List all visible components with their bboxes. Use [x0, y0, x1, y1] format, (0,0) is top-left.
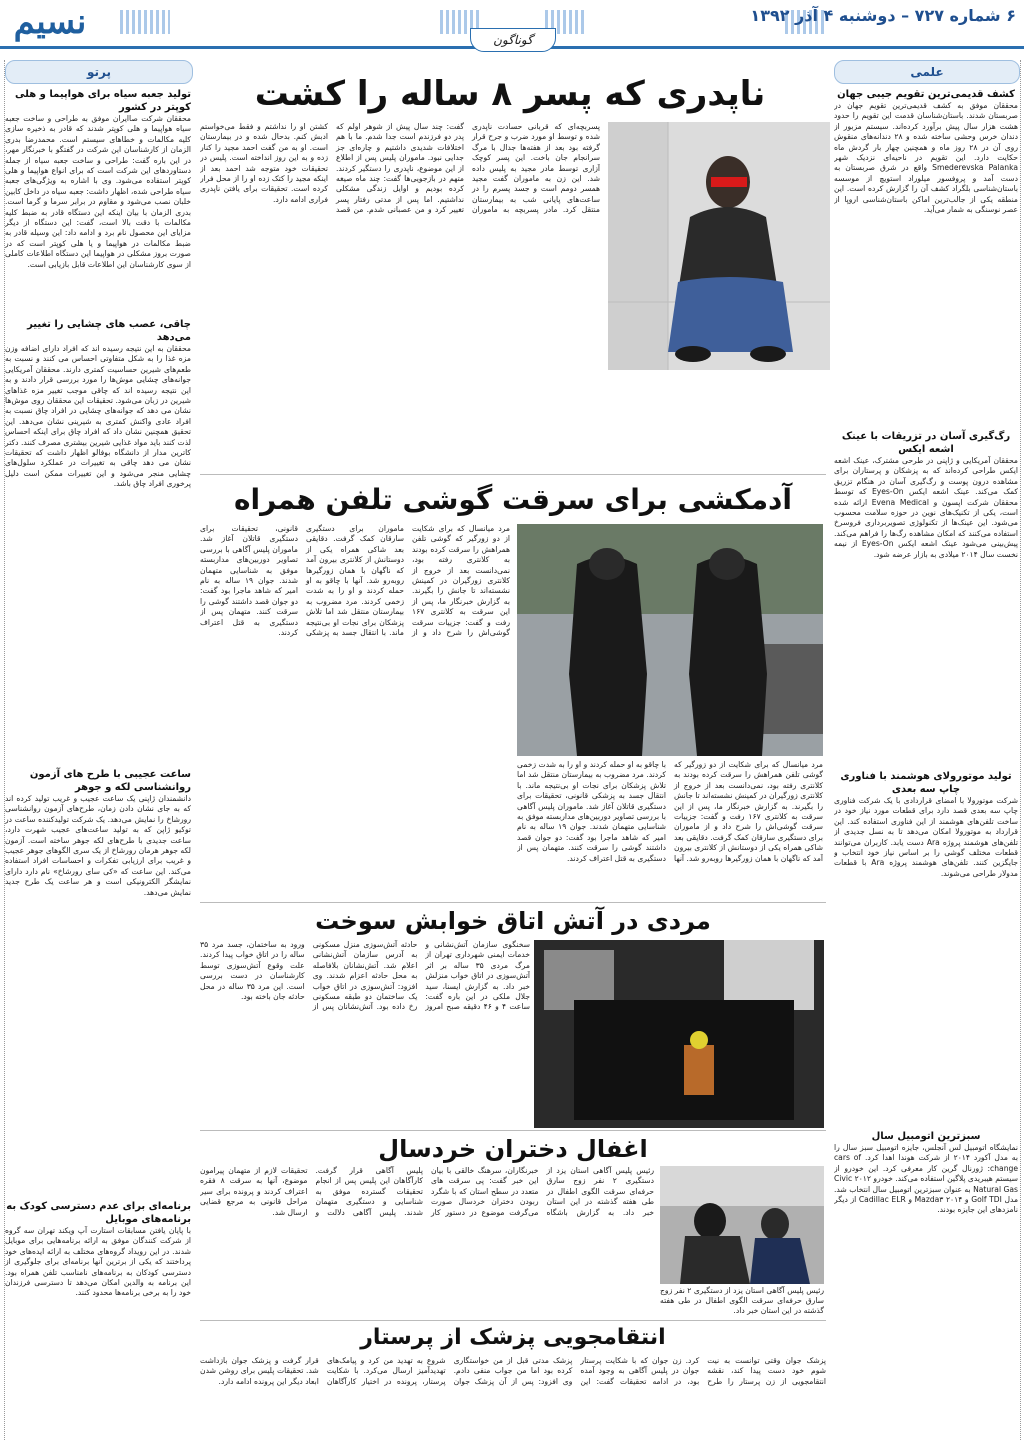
right-article-4: [834, 1130, 1018, 1433]
right-article-body: نمایشگاه اتومبیل لس آنجلس، جایزه اتومبیل سبز سال را به مدل آکورد ۲۰۱۴ از شرکت هوندا اهدا کرد. cars of change: ژورنال گرین کار معرفی کرد. این خودرو از سیستم هیبریدی پلاگین استفاده می‌کند. خودرو Civic ۲۰۱۲ Natural Gas به عنوان سبزترین اتومبیل سال انتخاب شد. مدل Golf TDI و Mazda۳ ۲۰۱۴ و Cadillac ELR از دیگر نامزدهای این جایزه بودند.: [834, 1143, 1018, 1215]
headline-article-2: آدمکشی برای سرقت گوشی تلفن همراه: [234, 483, 792, 516]
newspaper-logo: [4, 2, 96, 42]
left-article-body: با پایان یافتن مسابقات استارت آپ ویکند تهران سه گروه از شرکت کنندگان موفق به ارائه برنامه‌هایی برای موبایل شدند. در این رویداد گروه‌های مختلف به ارائه ایده‌های خود پرداختند که یکی از برترین آنها برنامه‌ای برای جلوگیری از دسترسی کودکان به برنامه‌های نامناسب تلفن همراه بود. این برنامه به والدین امکان می‌دهد تا دسترسی فرزندان خود را به برخی برنامه‌ها محدود کنند.: [5, 1226, 191, 1298]
headline-article-1: ناپدری که پسر ۸ ساله را کشت: [254, 74, 766, 114]
left-article-3: [5, 768, 191, 1194]
left-article-body: محققان به این نتیجه رسیده اند که افراد دارای اضافه وزن مزه غذا را به شکل متفاوتی احساس می کنند و نسبت به طعم‌های شیرین حساسیت کمتری دارند. محققان آمریکایی جوانه‌های چشایی موش‌ها را مورد بررسی قرار دادند و به این نتیجه رسیده اند که چاقی موجب تغییر مزه غذاهای شیرین در زبان می‌شود. تحقیقات این محققان روی موش‌ها نشان می دهد که جوانه‌های چشایی در افراد چاق نسبت به افراد عادی واکنش کمتری به شیرینی نشان می‌دهد. این تحقیق همچنین نشان داد که افراد چاق برای اینکه احساس لذت کنند باید مواد غذایی شیرین بیشتری مصرف کنند. دکتر کاترین مدار از دانشگاه بوفالو اظهار داشت که تحقیقات نشان می دهد چاقی به تغییرات در عملکرد سلول‌های چشایی منجر می‌شود و این تغییرات ممکن است دلیل پرخوری افراد چاق باشد.: [5, 344, 191, 489]
right-article-3: [834, 770, 1018, 1126]
article-2-body-b: مرد میانسال که برای شکایت از دو زورگیر که گوشی تلفن همراهش را سرقت کرده بودند به کلانتری رفته بود، نمی‌دانست بعد از خروج از کلانتری زورگیران در کمینش نشسته‌اند تا جانش را بگیرند. به گزارش خبرنگار ما، پس از این سرقت به کلانتری ۱۶۷ رفت و گفت: جزییات سرقت گوشی‌اش را شرح داد و از ماموران برای دستگیری سارقان کمک گرفت. دقایقی بعد شاکی همراه یکی از دوستانش از کلانتری بیرون آمد که ناگهان با همان زورگیرها رو‌به‌رو شد. آنها با چاقو به او حمله کردند و او را به شدت زخمی کردند. مرد مضروب به بیمارستان منتقل شد اما تلاش پزشکان برای نجات او بی‌نتیجه ماند. با انتقال جسد به پزشکی قانونی، تحقیقات برای دستگیری قاتلان آغاز شد. ماموران پلیس آگاهی با بررسی تصاویر دوربین‌های مداربسته موفق به شناسایی متهمان شدند. جوان ۱۹ ساله به نام امیر که شاهد ماجرا بود گفت: دو جوان قصد داشتند گوشی را سرقت کنند. متهمان پس از دستگیری به قتل اعتراف کردند.: [517, 760, 823, 863]
headline-article-5: انتقامجویی پزشک از پرستار: [360, 1325, 666, 1350]
left-article-1: [5, 88, 191, 304]
photo-suspects-4: [660, 1166, 824, 1284]
article-3-body: سخنگوی سازمان آتش‌نشانی و خدمات ایمنی شهرداری تهران از مرگ مردی ۳۵ ساله بر اثر آتش‌سوزی در اتاق خواب منزلش خبر داد. به گزارش ایسنا، سید جلال ملکی در این باره گفت: ساعت ۴ و ۴۶ دقیقه صبح امروز حادثه آتش‌سوزی منزل مسکونی به آدرس سازمان آتش‌نشانی اعلام شد. آتش‌نشانان بلافاصله به محل حادثه اعزام شدند. وی افزود: آتش‌سوزی در اتاق خواب یک ساختمان دو طبقه مسکونی رخ داده بود. آتش‌نشانان پس از ورود به ساختمان، جسد مرد ۳۵ ساله را در اتاق خواب پیدا کردند. علت وقوع آتش‌سوزی توسط کارشناسان در دست بررسی است. این مرد ۳۵ ساله در محل حادثه جان باخته بود.: [200, 940, 530, 1012]
logo-text: نسیم: [13, 2, 87, 42]
burned-room-illustration: [534, 940, 824, 1128]
photo-suspects-2: [517, 524, 823, 756]
right-article-2: [834, 430, 1018, 756]
article-1-body: پسربچه‌ای که قربانی حسادت ناپدری شده و توسط او مورد ضرب و جرح قرار گرفته بود بعد از هفته‌ها جدال با مرگ سرانجام جان باخت. این پسر کوچک آزاری توسط مادر مجید به پلیس داده شد. این زن به ماموران گفت مجید همسر دومم است و جسد پسرم را در ساعت‌های پایانی شب به بیمارستان منتقل کرد. مادر پسربچه به ماموران گفت: چند سال پیش از شوهر اولم که پدر دو فرزندم است جدا شدم. ما با هم اختلافات شدیدی داشتیم و چاره‌ای جز جدایی نبود. ماموران پلیس پس از اطلاع از این موضوع، ناپدری را دستگیر کردند. متهم در بازجویی‌ها گفت: چند ماه صیغه کرده بودیم و اوایل زندگی مشکلی نداشتیم. اما پس از مدتی رفتار پسر تغییر کرد و من عصبانی شدم. من قصد کشتن او را نداشتم و فقط می‌خواستم ادبش کنم. بدحال شده و در بیمارستان است. او به من گفت احمد مجید را کنار زده و به این روز انداخته است. پلیس در تحقیقات خود متوجه شد احمد بعد از اینکه مجید را کتک زده او را از محل فرار کرده است. تحقیقات برای یافتن ناپدری فراری ادامه دارد.: [200, 122, 600, 215]
right-article-body: محققان موفق به کشف قدیمی‌ترین تقویم جهان در صربستان شدند. باستان‌شناسان قدمت این تقویم را حدود هشت هزار سال پیش برآورد کرده‌اند. سیستم مزبور از دندان خرس وحشی ساخته شده و ۲۸ دندانه‌های منقوش روی آن در ۲۸ روز ماه و همچنین چهار بار گردش ماه حکایت دارد. این تقویم در ناحیه‌ای نزدیک شهر Smederevska Palanka واقع در شرق صربستان به دست آمد و پروفسور میلوراد استویچ از موسسه باستان‌شناسی بلگراد کشف آن را گزارش کرده است. این منطقه یکی از جالب‌ترین اماکن باستان‌شناسی اروپا از عصر نوسنگی به شمار می‌آید.: [834, 101, 1018, 215]
suspects-seated-illustration: [660, 1166, 824, 1284]
divider: [200, 902, 826, 903]
left-article-body: دانشمندان ژاپنی یک ساعت عجیب و غریب تولید کرده اند که به جای نشان دادن زمان، طرح‌های آزمون روانشناسی رورشاخ را نمایش می‌دهد. یک شرکت تولیدکننده ساعت در توکیو ژاپن که به تولید ساعت‌های عجیب شهرت دارد، ساعت جدیدی با طرح‌های لکه جوهر ساخته است. آزمون لکه جوهر هرمان رورشاخ از یک سری الگوهای جوهر عجیب و غریب برای ارزیابی تفکرات و احساسات افراد استفاده می‌کند. این ساعت که «کی سای رورشاخ» نام دارد دارای نمایشگر الکترونیکی است و هر ساعت یک طرح جدید نمایش می‌دهد.: [5, 794, 191, 897]
photo-burned-room: [534, 940, 824, 1128]
headline-article-3: مردی در آتش اتاق خوابش سوخت: [315, 907, 711, 935]
crouching-man-illustration: [608, 122, 830, 370]
photo-suspect-1: [608, 122, 830, 370]
right-article-body: شرکت موتورولا با امضای قراردادی با یک شرکت فناوری چاپ سه بعدی قصد دارد برای قطعات مورد نیاز خود در ساخت تلفن‌های هوشمند از این فناوری استفاده کند. این قرارداد به موتورولا امکان می‌دهد تا به نسل جدیدی از تلفن‌های هوشمند پروژه Ara دست یابد. کاربران می‌توانند قطعات مختلف گوشی را بر اساس نیاز خود انتخاب و جایگزین کنند. تلفن‌های هوشمند پروژه Ara با قطعات مدولار طراحی می‌شوند.: [834, 796, 1018, 878]
headline-article-4: اغفال دختران خردسال: [378, 1135, 648, 1163]
article-5-body: پزشک جوان وقتی توانست به نیت شوم خود دست پیدا کند، نقشه انتقامجویی از زن پرستار را طرح کرد. زن جوان که با شکایت پرستار جوان در پلیس آگاهی به وجود آمده بود، در ادامه تحقیقات گفت: این پزشک مدتی قبل از من خواستگاری کرده بود اما من جواب منفی دادم. وی افزود: پس از آن پزشک جوان شروع به تهدید من کرد و پیامک‌های تهدیدآمیز ارسال می‌کرد. با شکایت پرستار، پرونده در اختیار کارآگاهان قرار گرفت و پزشک جوان بازداشت شد. تحقیقات پلیس برای روشن شدن ابعاد دیگر این پرونده ادامه دارد.: [200, 1356, 826, 1386]
left-article-2: [5, 318, 191, 772]
right-article-title: رگ‌گیری آسان در تزریقات با عینک اشعه ایکس: [841, 431, 1011, 455]
right-article-title: تولید موتورولای هوشمند با فناوری چاپ سه بعدی: [840, 771, 1012, 795]
left-article-title: چاقی، عصب های چشایی را تغییر می‌دهد: [27, 319, 191, 343]
decorative-pattern: [120, 10, 170, 34]
two-suspects-illustration: [517, 524, 823, 756]
article-4-body: رئیس پلیس آگاهی استان یزد از دستگیری ۲ نفر زوج سارق حرفه‌ای سرقت الگوی اطفال در طی هفته گذشته در این استان خبر داد. به گزارش باشگاه خبرنگاران، سرهنگ خالقی با بیان این خبر گفت: پی سرقت های متعدد در سطح استان که با شگرد ربودن دختران خردسال صورت می‌گرفت موضوع در دستور کار پلیس آگاهی قرار گرفت. کارآگاهان این پلیس پس از انجام تحقیقات گسترده موفق به شناسایی و دستگیری متهمان شدند. پلیس آگاهی دلالت و تحقیقات لازم از متهمان پیرامون موضوع، آنها به سرقت ۸ فقره اعتراف کردند و پرونده برای سیر مراحل قانونی به مرجع قضایی ارسال شد.: [200, 1166, 654, 1217]
right-article-title: کشف قدیمی‌ترین تقویم جیبی جهان: [837, 89, 1015, 100]
left-column: [4, 60, 193, 1440]
right-article-1: [834, 88, 1018, 401]
left-article-body: محققان شرکت صاایران موفق به طراحی و ساخت جعبه سیاه هواپیما و هلی کوپتر شدند که قادر به ذخیره سازی کلیه مکالمات و خطاهای سیستم است. محمدرضا بدری الزمان از کارشناسان این شرکت در گفتگو با خبرنگار مهر، در این باره گفت: طراحی و ساخت جعبه سیاه از جمله دستاوردهای این شرکت است که برای انواع هواپیما و هلی کوپتر استفاده می‌شود. وی با اشاره به ویژگی‌های جعبه سیاه طراحی شده، اظهار داشت: جعبه سیاه در داخل کابین خلبان نصب می‌شود و مقاوم در برابر سرما و گرما است. بدری الزمان با بیان اینکه این دستگاه قادر به ضبط کلیه مکالمات با دقت بالا است، گفت: این دستگاه از دیگر مزایای این محصول نام برد و ادامه داد: این وسیله قادر به ضبط مکالمات در هواپیما و یا هلی کوپتر است که در صورت بروز مشکلی در هواپیما این دستگاه اطلاعات کاملی از سوی کارشناسان این اطلاعات قابل بازیابی است.: [5, 114, 191, 269]
article-2-body-a: مرد میانسال که برای شکایت از دو زورگیر که گوشی تلفن همراهش را سرقت کرده بودند به کلانتری رفته بود، نمی‌دانست بعد از خروج از کلانتری زورگیران در کمینش نشسته‌اند تا جانش را بگیرند. به گزارش خبرنگار ما، پس از این سرقت به کلانتری ۱۶۷ رفت و گفت: جزییات سرقت گوشی‌اش را شرح داد و از ماموران برای دستگیری سارقان کمک گرفت. دقایقی بعد شاکی همراه یکی از دوستانش از کلانتری بیرون آمد که ناگهان با همان زورگیرها رو‌به‌رو شد. آنها با چاقو به او حمله کردند و او را به شدت زخمی کردند. مرد مضروب به بیمارستان منتقل شد اما تلاش پزشکان برای نجات او بی‌نتیجه ماند. با انتقال جسد به پزشکی قانونی، تحقیقات برای دستگیری قاتلان آغاز شد. ماموران پلیس آگاهی با بررسی تصاویر دوربین‌های مداربسته موفق به شناسایی متهمان شدند. جوان ۱۹ ساله به نام امیر که شاهد ماجرا بود گفت: دو جوان قصد داشتند گوشی را سرقت کنند. متهمان پس از دستگیری به قتل اعتراف کردند.: [200, 524, 510, 638]
left-column-badge: پرتو: [5, 60, 193, 84]
right-article-title: سبزترین اتومبیل سال: [871, 1131, 981, 1142]
left-article-4: [5, 1200, 191, 1436]
right-column-badge: علمی: [834, 60, 1020, 84]
right-article-body: محققان آمریکایی و ژاپنی در طرحی مشترک، عینک اشعه ایکس طراحی کرده‌اند که به پزشکان و پرستاران برای مشاهده درون پوست و رگ‌گیری آسان در هنگام تزریق کمک می‌کند. عینک اشعه ایکس Eyes-On که توسط محققان شرکت اپسون و Evena Medical ارائه شده است، یکی از تکنیک‌های نوین در حوزه سلامت محسوب می‌شود. این عینک‌ها از تکنولوژی تصویربرداری فروسرخ استفاده می‌کنند که امکان مشاهده رگ‌ها را فراهم می‌کند. پیش‌بینی می‌شود عینک اشعه ایکس Eyes-On از نیمه نخست سال ۲۰۱۴ میلادی به بازار عرضه شود.: [834, 456, 1018, 559]
issue-line: ۶ شماره ۷۲۷ – دوشنبه ۴ آذر ۱۳۹۲: [750, 6, 1016, 25]
left-article-title: تولید جعبه سیاه برای هواپیما و هلی کوپتر در کشور: [15, 89, 191, 113]
divider: [200, 1130, 826, 1131]
divider: [200, 474, 826, 475]
left-article-title: ساعت عجیبی با طرح های آزمون روانشناسی لکه و جوهر: [29, 769, 191, 793]
left-article-title: برنامه‌ای برای عدم دسترسی کودک به برنامه‌های موبایل: [6, 1201, 191, 1225]
section-title: گوناگون: [470, 28, 556, 52]
photo-caption: رئیس پلیس آگاهی استان یزد از دستگیری ۲ نفر زوج سارق حرفه‌ای سرقت الگوی اطفال در طی هفته گذشته در این استان خبر داد.: [660, 1286, 824, 1318]
divider: [200, 1320, 826, 1321]
right-column: [832, 60, 1021, 1440]
